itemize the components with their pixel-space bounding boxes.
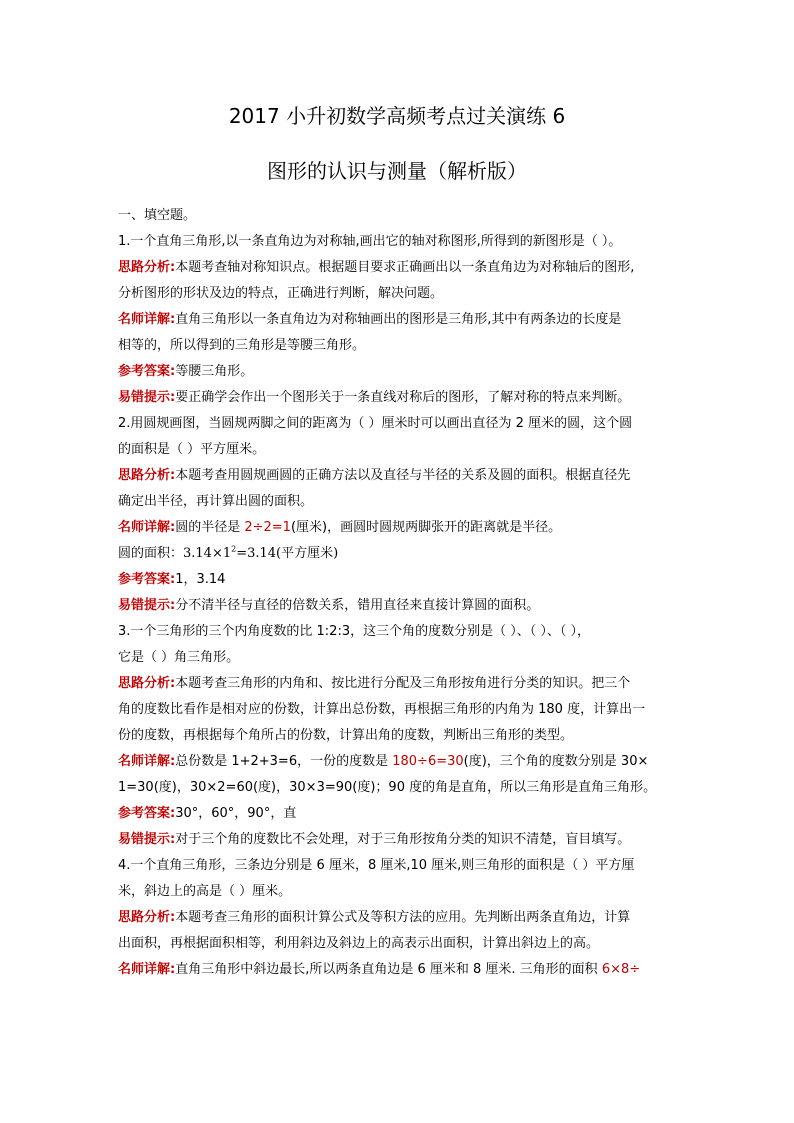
q3-analysis <box>118 671 678 697</box>
q1-explain-text-1: 直角三角形以一条直角边为对称轴画出的图形是三角形,其中有两条边的长度是 <box>175 312 622 327</box>
question-1: 1.一个直角三角形,以一条直角边为对称轴,画出它的轴对称图形,所得到的新图形是（ ）。 <box>118 234 622 249</box>
q2-answer <box>118 567 678 593</box>
q3-answer-text: 30°，60°，90°，直 <box>175 806 297 821</box>
q1-answer <box>118 359 678 385</box>
document-subtitle: 图形的认识与测量（解析版） <box>267 159 527 183</box>
q3-explain-text-b: (度)，三个角的度数分别是 30× <box>463 754 649 769</box>
q4-analysis-text-1: 本题考查三角形的面积计算公式及等积方法的应用。先判断出两条直角边，计算 <box>175 910 631 925</box>
q1-tip-text: 要正确学会作出一个图形关于一条直线对称后的图形，了解对称的特点来判断。 <box>175 390 631 405</box>
question-2: 2.用圆规画图，当圆规两脚之间的距离为（ ）厘米时可以画出直径为 2 厘米的圆，这个圆 <box>118 416 633 431</box>
q2-area-a: 圆的面积：3.14×1 <box>118 546 232 561</box>
q3-explain <box>118 749 678 775</box>
q2-area-exponent: 2 <box>231 544 237 554</box>
q3-analysis-text-3: 份的度数，再根据每个角所占的份数，计算出角的度数，判断出三角形的类型。 <box>118 728 574 743</box>
q3-answer <box>118 801 678 827</box>
q1-analysis-text-2: 分析图形的形状及边的特点，正确进行判断，解决问题。 <box>118 286 444 301</box>
question-2-cont: 的面积是（ ）平方厘米。 <box>118 442 266 457</box>
q2-tip <box>118 593 678 619</box>
q2-analysis-text-1: 本题考查用圆规画圆的正确方法以及直径与半径的关系及圆的面积。根据直径先 <box>175 468 631 483</box>
section-heading: 一、填空题。 <box>118 208 197 223</box>
question-3: 3.一个三角形的三个内角度数的比 1:2:3，这三个角的度数分别是（ ）、（ ）、（ ）， <box>118 624 591 639</box>
q1-analysis <box>118 255 678 281</box>
q2-analysis-text-2: 确定出半径，再计算出圆的面积。 <box>118 494 314 509</box>
tip-label: 易错提示: <box>118 832 176 847</box>
q2-area-b: =3.14(平方厘米) <box>236 546 339 561</box>
q2-explain-calc: 2÷2=1 <box>244 520 291 535</box>
q2-area-formula <box>118 541 678 567</box>
q2-explain <box>118 515 678 541</box>
tip-label: 易错提示: <box>118 598 176 613</box>
q3-explain-text-2: 1=30(度)，30×2=60(度)，30×3=90(度)；90 度的角是直角，所以三角形是直角三角形。 <box>118 780 657 795</box>
answer-label: 参考答案: <box>118 364 176 379</box>
q4-analysis <box>118 905 678 931</box>
q3-explain-calc: 180÷6=30 <box>392 754 464 769</box>
question-3-cont: 它是（ ）角三角形。 <box>118 650 240 665</box>
q3-analysis-text-2: 角的度数比看作是相对应的份数，计算出总份数，再根据三角形的内角为 180 度，计算出一 <box>118 702 646 717</box>
q3-tip <box>118 827 678 853</box>
explain-label: 名师详解: <box>118 520 176 535</box>
document-title: 2017 小升初数学高频考点过关演练 6 <box>228 104 566 128</box>
explain-label: 名师详解: <box>118 962 176 977</box>
answer-label: 参考答案: <box>118 572 176 587</box>
q2-explain-text-b: (厘米)，画圆时圆规两脚张开的距离就是半径。 <box>290 520 562 535</box>
tip-label: 易错提示: <box>118 390 176 405</box>
q2-answer-text: 1，3.14 <box>175 572 226 587</box>
analysis-label: 思路分析: <box>118 910 176 925</box>
document-body <box>118 203 678 983</box>
q2-tip-text: 分不清半径与直径的倍数关系，错用直径来直接计算圆的面积。 <box>175 598 540 613</box>
q1-tip <box>118 385 678 411</box>
analysis-label: 思路分析: <box>118 260 176 275</box>
analysis-label: 思路分析: <box>118 676 176 691</box>
question-4-cont: 米，斜边上的高是（ ）厘米。 <box>118 884 292 899</box>
q4-explain-text-a: 直角三角形中斜边最长,所以两条直角边是 6 厘米和 8 厘米. 三角形的面积 <box>175 962 602 977</box>
q3-tip-text: 对于三个角的度数比不会处理，对于三角形按角分类的知识不清楚，盲目填写。 <box>175 832 631 847</box>
q3-explain-text-a: 总份数是 1+2+3=6，一份的度数是 <box>175 754 393 769</box>
q4-explain <box>118 957 678 983</box>
q4-analysis-text-2: 出面积，再根据面积相等，利用斜边及斜边上的高表示出面积，计算出斜边上的高。 <box>118 936 600 951</box>
q2-explain-text-a: 圆的半径是 <box>175 520 245 535</box>
explain-label: 名师详解: <box>118 312 176 327</box>
analysis-label: 思路分析: <box>118 468 176 483</box>
q3-analysis-text-1: 本题考查三角形的内角和、按比进行分配及三角形按角进行分类的知识。把三个 <box>175 676 631 691</box>
answer-label: 参考答案: <box>118 806 176 821</box>
question-4: 4.一个直角三角形，三条边分别是 6 厘米，8 厘米,10 厘米,则三角形的面积是（ ）平方厘 <box>118 858 635 873</box>
q1-analysis-text-1: 本题考查轴对称知识点。根据题目要求正确画出以一条直角边为对称轴后的图形, <box>175 260 635 275</box>
q1-answer-text: 等腰三角形。 <box>175 364 254 379</box>
explain-label: 名师详解: <box>118 754 176 769</box>
q2-analysis <box>118 463 678 489</box>
q4-explain-calc: 6×8÷ <box>601 962 641 977</box>
q1-explain-text-2: 相等的，所以得到的三角形是等腰三角形。 <box>118 338 366 353</box>
q1-explain <box>118 307 678 333</box>
